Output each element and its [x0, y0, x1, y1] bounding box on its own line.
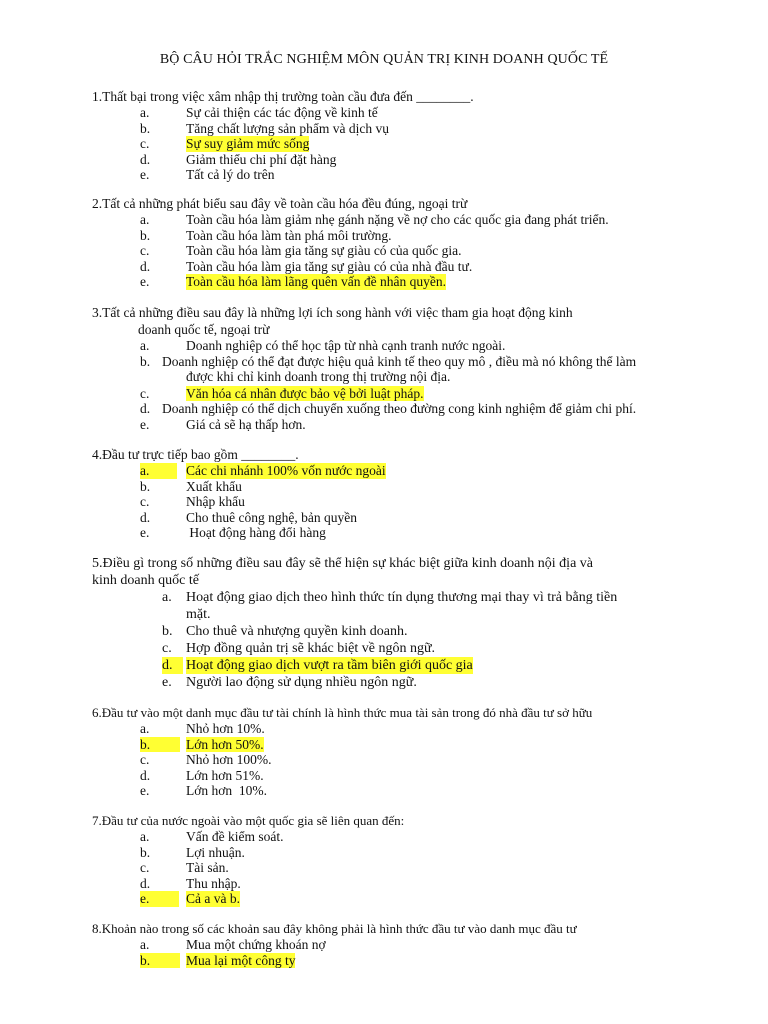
option-b	[92, 623, 692, 640]
option-e-highlighted	[92, 274, 692, 290]
option-b	[92, 845, 692, 861]
option-text: Tất cả lý do trên	[186, 167, 275, 182]
question-text: 7.Đầu tư của nước ngoài vào một quốc gia sẽ liên quan đến:	[92, 813, 405, 828]
option-a	[92, 105, 692, 121]
option-letter: c.	[140, 494, 150, 509]
option-text: Các chi nhánh 100% vốn nước ngoài	[186, 463, 386, 478]
option-letter: a.	[140, 721, 150, 736]
option-e	[92, 783, 692, 799]
option-letter: a.	[140, 105, 150, 120]
option-letter: c.	[140, 136, 150, 151]
option-letter: b.	[140, 478, 151, 494]
option-e	[92, 167, 692, 183]
question-text-cont: kinh doanh quốc tế	[92, 573, 199, 588]
option-e-highlighted	[92, 891, 692, 907]
option-letter: d.	[140, 875, 151, 891]
option-letter: b.	[140, 227, 151, 243]
option-letter: e.	[162, 675, 172, 690]
option-letter: c.	[162, 641, 172, 656]
option-text: Lớn hơn 50%.	[186, 736, 264, 752]
option-text: Toàn cầu hóa làm gia tăng sự giàu có của nhà đầu tư.	[186, 258, 473, 274]
option-b	[92, 228, 692, 244]
option-text: Giá cả sẽ hạ thấp hơn.	[186, 416, 306, 432]
option-d	[92, 510, 692, 526]
question-8	[92, 920, 692, 968]
option-text: Hoạt động giao dịch theo hình thức tín dụng thương mại thay vì trả bằng tiền	[186, 590, 618, 605]
option-c	[92, 640, 692, 657]
option-letter: b.	[162, 624, 173, 639]
question-7	[92, 812, 692, 907]
question-text: 1.Thất bại trong việc xâm nhập thị trường toàn cầu đưa đến ________.	[92, 89, 474, 104]
option-text: Toàn cầu hóa làm tàn phá môi trường.	[186, 227, 392, 243]
option-letter: d.	[140, 151, 151, 167]
option-text: Thu nhập.	[186, 875, 241, 891]
option-letter: b.	[140, 953, 180, 969]
option-letter: a.	[162, 590, 172, 605]
option-d	[92, 152, 692, 168]
option-text: Toàn cầu hóa làm giảm nhẹ gánh nặng về nợ cho các quốc gia đang phát triển.	[186, 212, 609, 227]
option-text: Cho thuê công nghệ, bản quyền	[186, 509, 357, 525]
option-c	[92, 243, 692, 259]
option-letter: d.	[140, 767, 151, 783]
option-d	[92, 259, 692, 275]
question-6	[92, 704, 692, 799]
option-text: Doanh nghiệp có thể đạt được hiệu quả kinh tế theo quy mô , điều mà nó không thể làm	[162, 353, 637, 369]
option-e	[92, 525, 692, 541]
option-text: Sự cải thiện các tác động về kinh tế	[186, 105, 378, 120]
option-letter: a.	[140, 937, 150, 952]
option-c	[92, 860, 692, 876]
option-letter: a.	[140, 212, 150, 227]
question-3	[92, 304, 692, 432]
option-letter: a.	[140, 338, 150, 353]
option-text: Hợp đồng quản trị sẽ khác biệt về ngôn ngữ.	[186, 641, 436, 656]
option-text: Sự suy giảm mức sống	[186, 136, 310, 151]
option-letter: a.	[140, 829, 150, 844]
question-text: 6.Đầu tư vào một danh mục đầu tư tài chính là hình thức mua tài sản trong đó nhà đầu tư sở hữu	[92, 705, 593, 720]
question-text: 2.Tất cả những phát biểu sau đây về toàn cầu hóa đều đúng, ngoại trừ	[92, 196, 468, 211]
option-a	[92, 212, 692, 228]
option-d-highlighted	[92, 657, 692, 674]
option-text: Mua lại một công ty	[186, 952, 296, 968]
option-letter: e.	[140, 167, 150, 182]
option-text: được khi chỉ kinh doanh trong thị trường nội địa.	[186, 369, 451, 384]
option-letter: d.	[140, 401, 151, 416]
option-text: Hoạt động giao dịch vượt ra tầm biên giới quốc gia	[186, 658, 473, 673]
option-a	[92, 829, 692, 845]
option-text: Vấn đề kiểm soát.	[186, 829, 284, 844]
option-letter: d.	[140, 258, 151, 274]
option-b	[92, 354, 692, 386]
option-text: Doanh nghiệp có thể dịch chuyển xuống theo đường cong kinh nghiệm để giảm chi phí.	[162, 401, 637, 416]
option-b	[92, 479, 692, 495]
option-text: Lớn hơn 51%.	[186, 767, 264, 783]
option-letter: b.	[140, 120, 151, 136]
option-letter: e.	[140, 891, 179, 907]
option-a	[92, 589, 692, 623]
document-title: BỘ CÂU HỎI TRẮC NGHIỆM MÔN QUẢN TRỊ KINH DOANH QUỐC TẾ	[159, 52, 609, 67]
option-text: Toàn cầu hóa làm gia tăng sự giàu có của quốc gia.	[186, 243, 462, 258]
option-c-highlighted	[92, 386, 692, 402]
option-text: Giảm thiểu chi phí đặt hàng	[186, 151, 337, 167]
option-letter: d.	[162, 657, 183, 674]
question-text: 5.Điều gì trong số những điều sau đây sẽ thể hiện sự khác biệt giữa kinh doanh nội địa và	[92, 556, 593, 571]
option-letter: c.	[140, 752, 150, 767]
option-letter: b.	[140, 844, 151, 860]
option-letter: b.	[140, 353, 151, 369]
option-text: Toàn cầu hóa làm lãng quên vấn đề nhân quyền.	[186, 274, 446, 289]
option-letter: b.	[140, 737, 180, 753]
option-c	[92, 752, 692, 768]
question-1	[92, 88, 692, 183]
option-text: Hoạt động hàng đổi hàng	[186, 525, 326, 540]
option-letter: e.	[140, 525, 150, 540]
option-text: Nhỏ hơn 100%.	[186, 752, 272, 767]
option-text: Lớn hơn 10%.	[186, 783, 268, 798]
option-letter: a.	[140, 463, 177, 479]
option-d	[92, 401, 692, 417]
option-text: Tăng chất lượng sản phẩm và dịch vụ	[186, 120, 390, 136]
option-text: mặt.	[186, 607, 211, 622]
option-letter: e.	[140, 416, 150, 432]
option-letter: c.	[140, 243, 150, 258]
option-text: Cả a và b.	[186, 891, 240, 906]
option-b-highlighted	[92, 737, 692, 753]
option-text: Mua một chứng khoán nợ	[186, 937, 326, 952]
option-a	[92, 937, 692, 953]
question-text-cont: doanh quốc tế, ngoại trừ	[138, 322, 270, 337]
option-d	[92, 876, 692, 892]
option-text: Người lao động sử dụng nhiều ngôn ngữ.	[186, 675, 417, 690]
option-letter: e.	[140, 783, 150, 798]
option-d	[92, 768, 692, 784]
option-a	[92, 338, 692, 354]
option-text: Doanh nghiệp có thể học tập từ nhà cạnh tranh nước ngoài.	[186, 338, 506, 353]
option-c	[92, 494, 692, 510]
question-2	[92, 195, 692, 290]
option-letter: c.	[140, 385, 150, 401]
option-b-highlighted	[92, 953, 692, 969]
option-c-highlighted	[92, 136, 692, 152]
question-text: 4.Đầu tư trực tiếp bao gồm ________.	[92, 447, 299, 462]
option-letter: c.	[140, 860, 150, 875]
question-text: 8.Khoản nào trong số các khoản sau đây không phải là hình thức đầu tư vào danh mục đầu tư	[92, 921, 577, 936]
option-e	[92, 417, 692, 433]
option-b	[92, 121, 692, 137]
option-text: Lợi nhuận.	[186, 844, 245, 860]
option-text: Xuất khẩu	[186, 478, 242, 494]
question-4	[92, 446, 692, 541]
question-text: 3.Tất cả những điều sau đây là những lợi ích song hành với việc tham gia hoạt động kinh	[92, 305, 573, 320]
option-text: Văn hóa cá nhân được bảo vệ bởi luật pháp.	[186, 385, 424, 401]
option-text: Nhập khẩu	[186, 494, 245, 509]
option-text: Tài sản.	[186, 860, 229, 875]
option-text: Cho thuê và nhượng quyền kinh doanh.	[186, 624, 408, 639]
option-letter: d.	[140, 509, 151, 525]
option-text: Nhỏ hơn 10%.	[186, 721, 265, 736]
option-e	[92, 674, 692, 691]
option-letter: e.	[140, 274, 150, 289]
question-5	[92, 555, 692, 691]
option-a	[92, 721, 692, 737]
option-a-highlighted	[92, 463, 692, 479]
